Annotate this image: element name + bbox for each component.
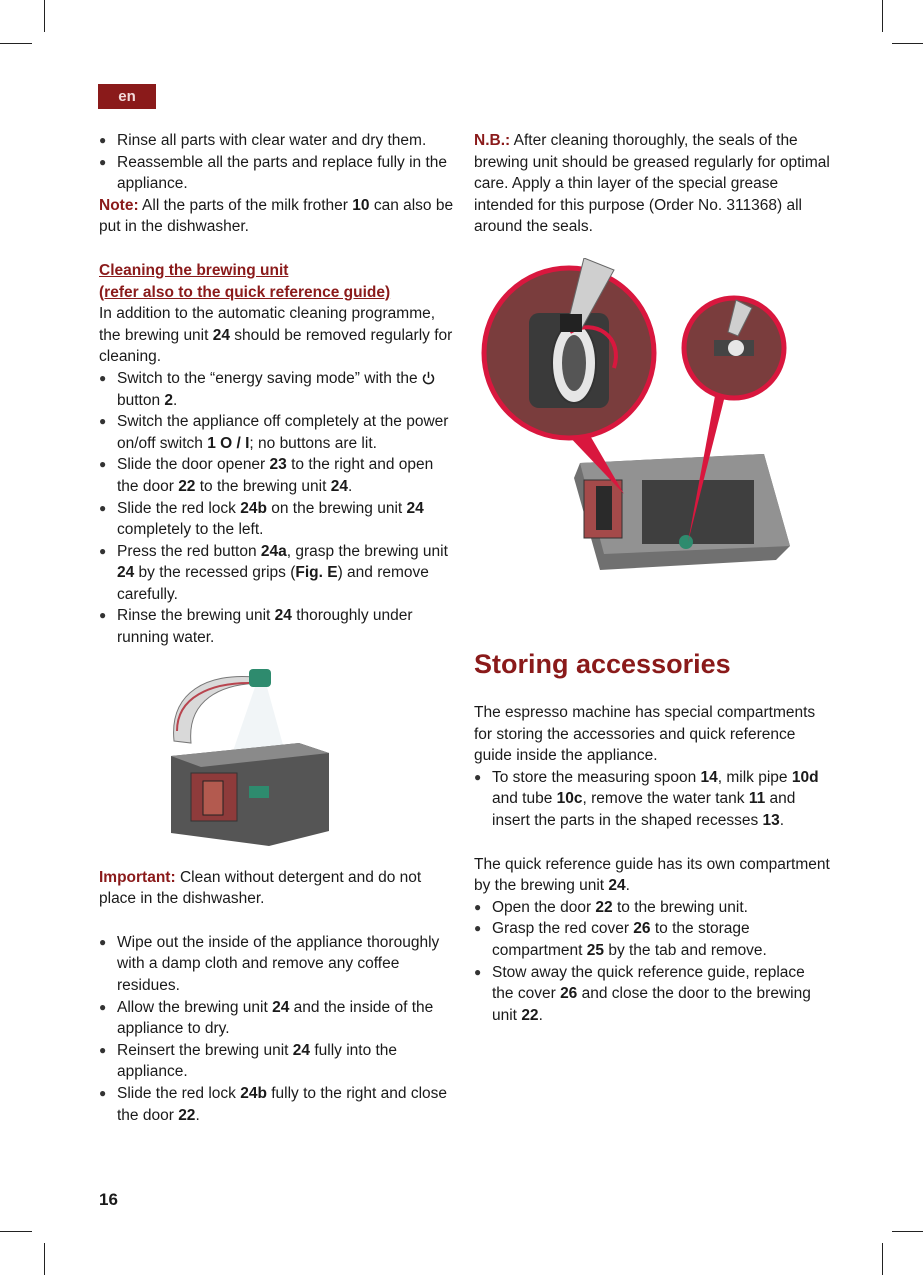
list-item: ● Switch to the “energy saving mode” with the button 2. [99, 368, 455, 411]
crop-mark [892, 1231, 923, 1232]
list-item: ● Reassemble all the parts and replace fully in the appliance. [99, 152, 455, 195]
list-item: ● Press the red button 24a, grasp the brewing unit 24 by the recessed grips (Fig. E) and remove carefully. [99, 541, 455, 606]
storing-intro: The espresso machine has special compartments for storing the accessories and quick reference guide inside the appliance. [474, 703, 816, 765]
section-title-storing-accessories: Storing accessories [474, 648, 731, 679]
guide-compartment-intro: The quick reference guide has its own compartment by the brewing unit 24. [474, 855, 830, 895]
language-tab: en [98, 84, 156, 109]
list-item: ● To store the measuring spoon 14, milk pipe 10d and tube 10c, remove the water tank 11 and insert the parts in the shaped recesses 13. [474, 767, 830, 832]
list-item: ● Reinsert the brewing unit 24 fully into the appliance. [99, 1040, 455, 1083]
brewing-unit-steps [99, 368, 455, 649]
crop-mark [44, 1243, 45, 1275]
list-item: ● Slide the door opener 23 to the right and open the door 22 to the brewing unit 24. [99, 454, 455, 497]
grease-seals-illustration [474, 258, 830, 578]
guide-steps [474, 897, 830, 1027]
rinse-brewing-unit-illustration [99, 661, 455, 861]
crop-mark [882, 1243, 883, 1275]
crop-mark [0, 43, 32, 44]
storing-steps [474, 767, 830, 832]
crop-mark [44, 0, 45, 32]
rinse-list [99, 130, 455, 195]
crop-mark [892, 43, 923, 44]
power-icon [422, 370, 435, 387]
section-heading-brewing-unit: Cleaning the brewing unit (refer also to the quick reference guide) [99, 261, 391, 301]
list-item: ● Slide the red lock 24b on the brewing unit 24 completely to the left. [99, 498, 455, 541]
list-item: ● Wipe out the inside of the appliance thoroughly with a damp cloth and remove any coffee residues. [99, 932, 455, 997]
nb-note: N.B.: After cleaning thoroughly, the seals of the brewing unit should be greased regularly for optimal care. Apply a thin layer of the special grease intended for this purpose (Order No. 311368) all around the seals. [474, 132, 830, 236]
left-column [99, 130, 455, 1126]
list-item: ● Grasp the red cover 26 to the storage compartment 25 by the tab and remove. [474, 918, 830, 961]
milk-frother-note: Note: All the parts of the milk frother 10 can also be put in the dishwasher. [99, 196, 454, 236]
list-item: ● Rinse the brewing unit 24 thoroughly under running water. [99, 605, 455, 648]
list-item: ● Rinse all parts with clear water and dry them. [99, 130, 455, 152]
list-item: ● Switch the appliance off completely at the power on/off switch 1 O / I; no buttons are lit. [99, 411, 455, 454]
important-note: Important: Clean without detergent and do not place in the dishwasher. [99, 868, 422, 908]
list-item: ● Allow the brewing unit 24 and the inside of the appliance to dry. [99, 997, 455, 1040]
crop-mark [0, 1231, 32, 1232]
right-column [474, 130, 830, 1026]
drying-steps [99, 932, 455, 1126]
crop-mark [882, 0, 883, 32]
page-number: 16 [99, 1190, 118, 1209]
brewing-unit-intro: In addition to the automatic cleaning programme, the brewing unit 24 should be removed regularly for cleaning. [99, 305, 453, 366]
list-item: ● Slide the red lock 24b fully to the right and close the door 22. [99, 1083, 455, 1126]
list-item: ● Stow away the quick reference guide, replace the cover 26 and close the door to the brewing unit 22. [474, 962, 830, 1027]
list-item: ● Open the door 22 to the brewing unit. [474, 897, 830, 919]
